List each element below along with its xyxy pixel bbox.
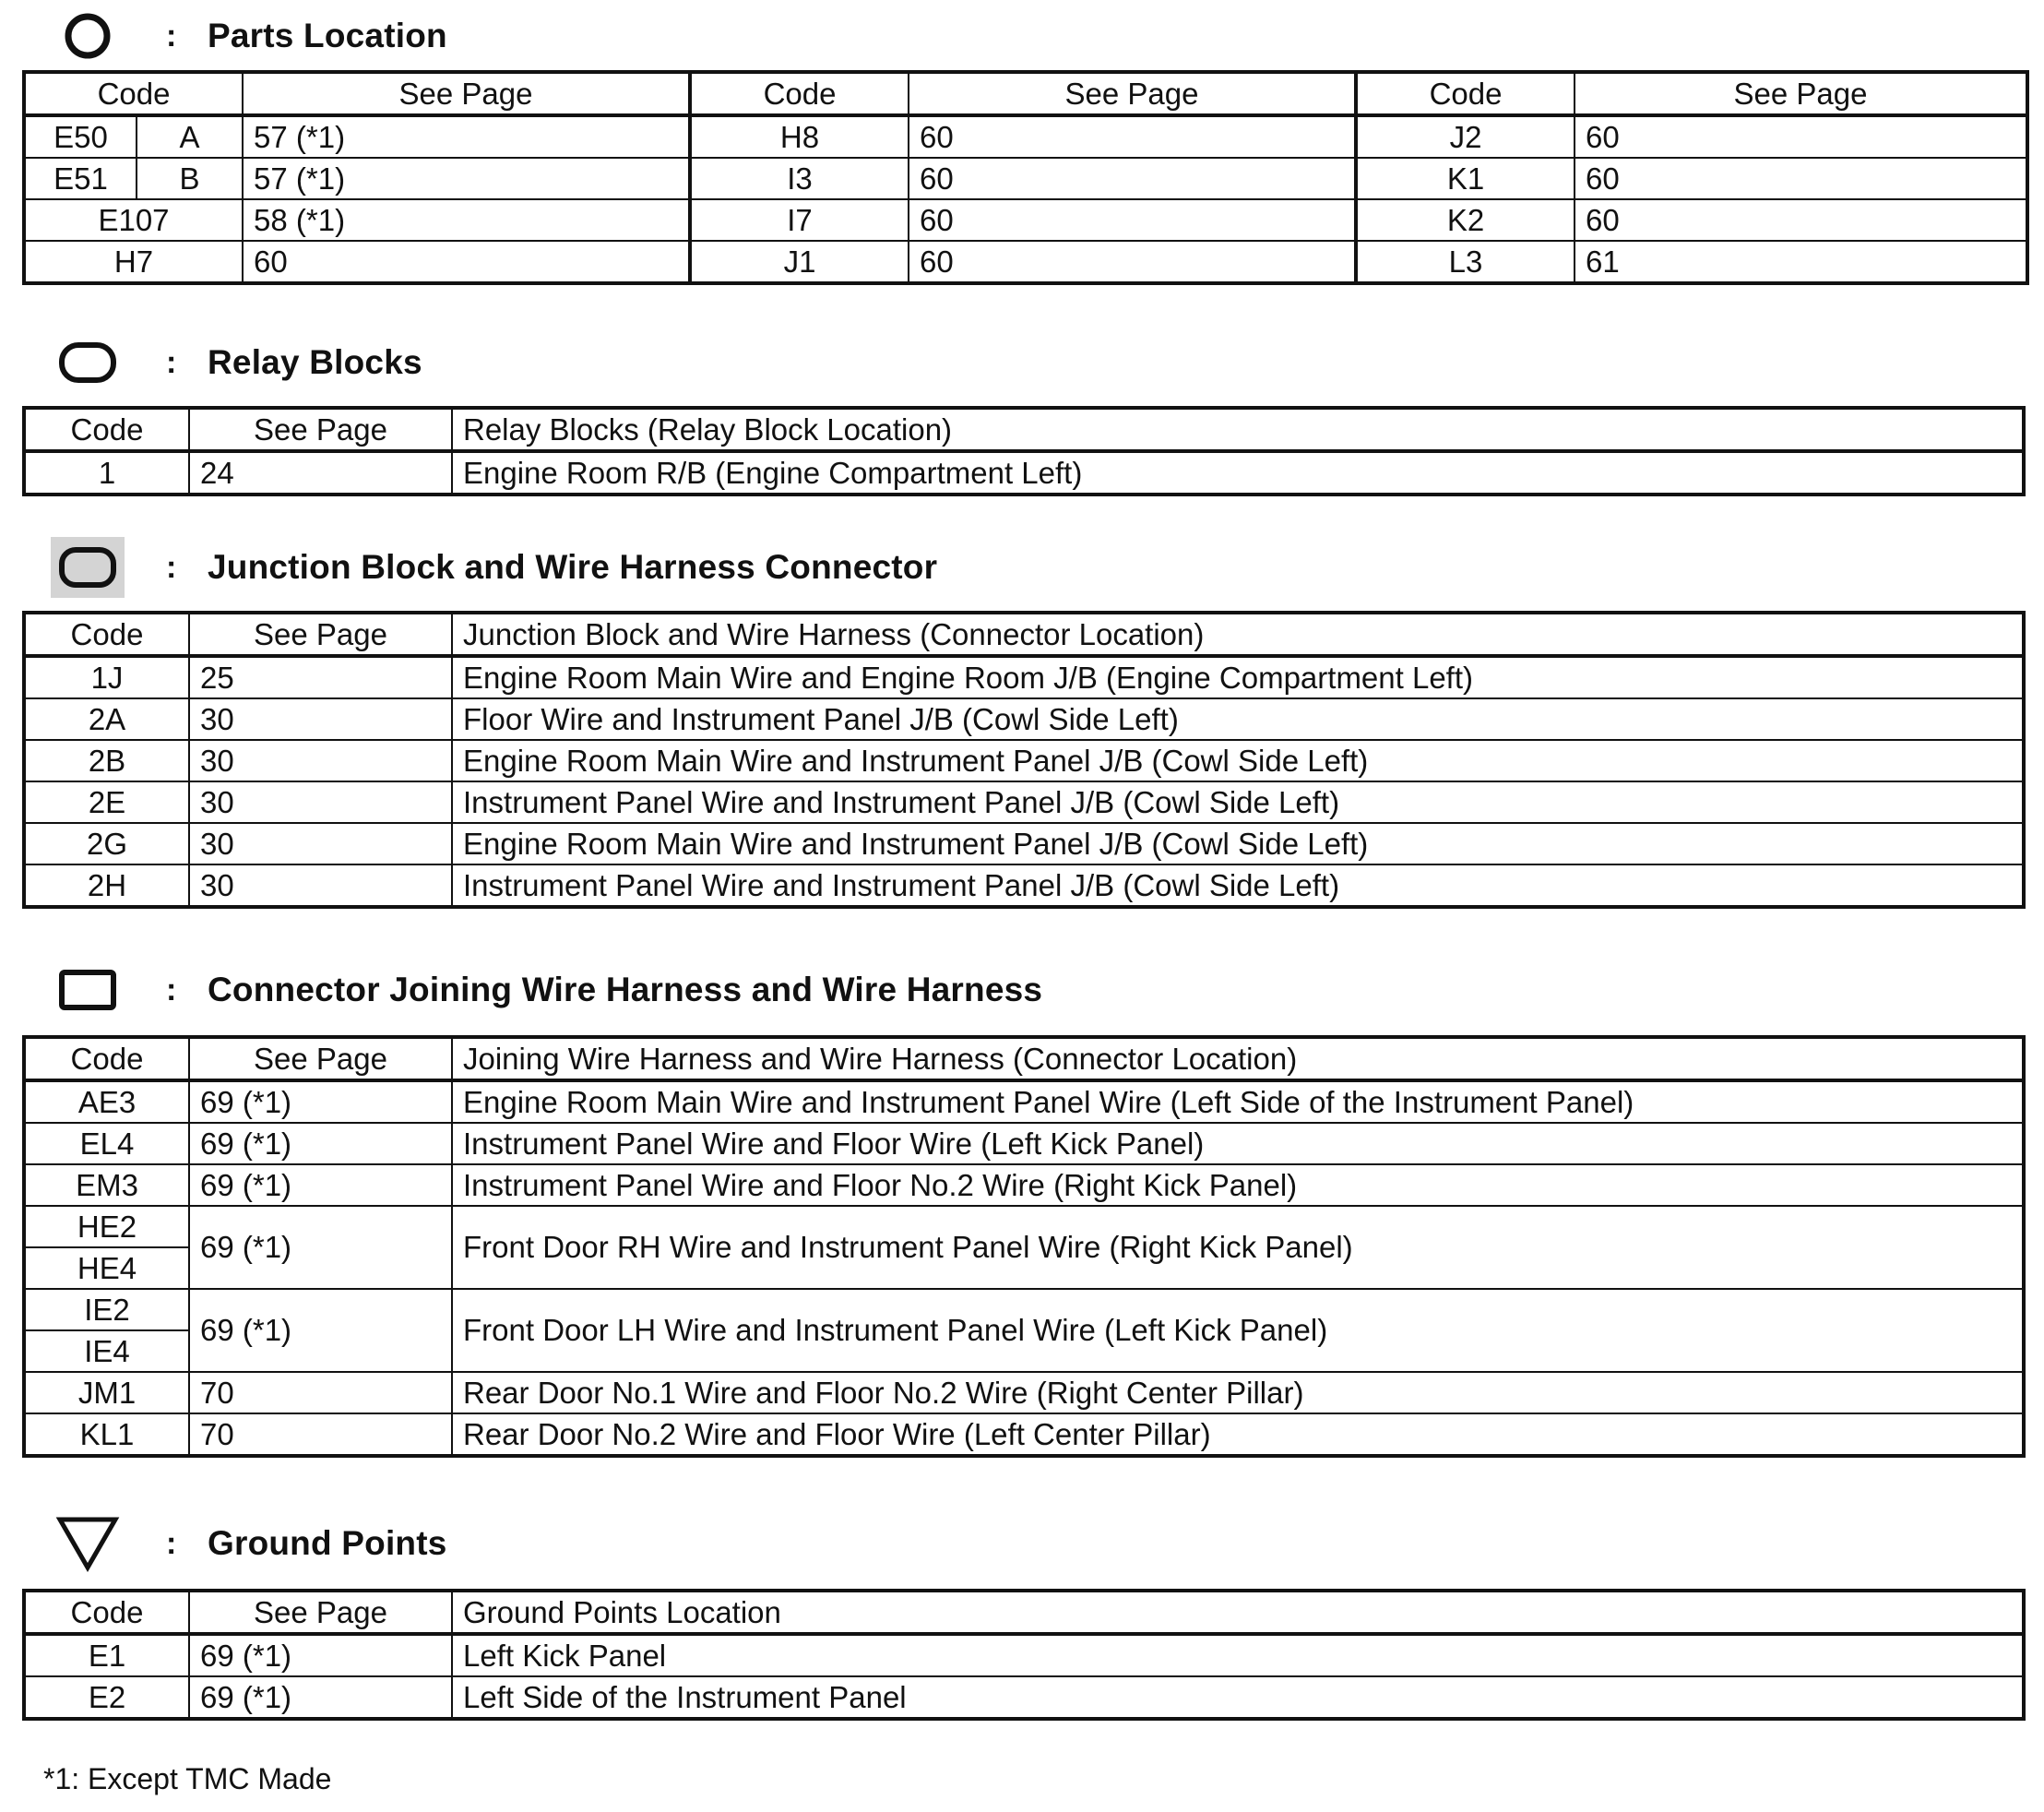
column-header-code: Code	[24, 408, 189, 451]
footnote: *1: Except TMC Made	[43, 1762, 332, 1795]
ground-points-heading	[51, 1511, 447, 1576]
code-cell: 2B	[24, 740, 189, 781]
table-row	[24, 698, 2024, 740]
shaded-rounded-rect-icon	[51, 537, 125, 598]
section-title: Ground Points	[208, 1524, 447, 1562]
page-cell: 60	[1575, 158, 2027, 199]
page-cell: 60	[1575, 199, 2027, 241]
page-cell: 69 (*1)	[189, 1206, 452, 1289]
page-cell: 69 (*1)	[189, 1164, 452, 1206]
description-cell: Instrument Panel Wire and Floor Wire (Left Kick Panel)	[452, 1123, 2024, 1164]
page-cell: 69 (*1)	[189, 1676, 452, 1719]
junction-block-table	[22, 611, 2026, 909]
table-row	[24, 115, 2027, 158]
description-cell: Engine Room Main Wire and Engine Room J/B (Engine Compartment Left)	[452, 656, 2024, 698]
column-header-see-page: See Page	[1575, 72, 2027, 115]
triangle-down-icon	[51, 1513, 125, 1574]
code-cell: E51	[24, 158, 137, 199]
page-cell: 25	[189, 656, 452, 698]
table-row	[24, 656, 2024, 698]
code-cell: H8	[690, 115, 909, 158]
page-cell: 58 (*1)	[243, 199, 690, 241]
table-row	[24, 1080, 2024, 1123]
code-cell: 2E	[24, 781, 189, 823]
circle-icon	[51, 6, 125, 66]
column-header-see-page: See Page	[243, 72, 690, 115]
page-cell: 61	[1575, 241, 2027, 283]
table-row	[24, 1372, 2024, 1413]
page-cell: 60	[1575, 115, 2027, 158]
page-cell: 69 (*1)	[189, 1289, 452, 1372]
page-cell: 69 (*1)	[189, 1080, 452, 1123]
code-cell: 2A	[24, 698, 189, 740]
table-header-row	[24, 1591, 2024, 1634]
page-cell: 70	[189, 1413, 452, 1456]
section-title: Connector Joining Wire Harness and Wire Harness	[208, 971, 1043, 1008]
sub-code-cell: A	[137, 115, 243, 158]
table-row	[24, 1289, 2024, 1330]
page-cell: 30	[189, 823, 452, 864]
column-header-see-page: See Page	[189, 408, 452, 451]
description-cell: Instrument Panel Wire and Instrument Panel J/B (Cowl Side Left)	[452, 864, 2024, 907]
code-cell: 2H	[24, 864, 189, 907]
code-cell: 1	[24, 451, 189, 495]
code-cell: I7	[690, 199, 909, 241]
rectangle-icon	[51, 960, 125, 1020]
table-row	[24, 1676, 2024, 1719]
column-header-code: Code	[24, 613, 189, 656]
table-row	[24, 823, 2024, 864]
table-row	[24, 199, 2027, 241]
page-cell: 70	[189, 1372, 452, 1413]
table-row	[24, 1634, 2024, 1676]
table-header-row	[24, 1037, 2024, 1080]
code-cell: EM3	[24, 1164, 189, 1206]
column-header-code: Code	[24, 1037, 189, 1080]
heading-colon: :	[166, 549, 177, 585]
code-cell: J1	[690, 241, 909, 283]
code-cell: E2	[24, 1676, 189, 1719]
relay-blocks-table	[22, 406, 2026, 496]
relay-blocks-heading	[51, 330, 422, 395]
column-header-see-page: See Page	[189, 613, 452, 656]
description-cell: Front Door LH Wire and Instrument Panel Wire (Left Kick Panel)	[452, 1289, 2024, 1372]
table-row	[24, 740, 2024, 781]
page-cell: 60	[909, 158, 1356, 199]
parts-location-table	[22, 70, 2029, 285]
page-cell: 30	[189, 864, 452, 907]
code-cell: I3	[690, 158, 909, 199]
description-cell: Engine Room Main Wire and Instrument Panel J/B (Cowl Side Left)	[452, 823, 2024, 864]
description-cell: Instrument Panel Wire and Instrument Panel J/B (Cowl Side Left)	[452, 781, 2024, 823]
page-cell: 69 (*1)	[189, 1123, 452, 1164]
code-cell: HE2	[24, 1206, 189, 1247]
table-row	[24, 864, 2024, 907]
table-header-row	[24, 72, 2027, 115]
column-header-code: Code	[690, 72, 909, 115]
code-cell: E1	[24, 1634, 189, 1676]
page-cell: 60	[909, 115, 1356, 158]
code-cell: EL4	[24, 1123, 189, 1164]
table-header-row	[24, 408, 2024, 451]
section-title: Relay Blocks	[208, 343, 422, 381]
table-row	[24, 241, 2027, 283]
table-header-row	[24, 613, 2024, 656]
description-cell: Left Side of the Instrument Panel	[452, 1676, 2024, 1719]
code-cell: AE3	[24, 1080, 189, 1123]
table-row	[24, 1123, 2024, 1164]
table-row	[24, 781, 2024, 823]
column-header-see-page: See Page	[189, 1037, 452, 1080]
page-cell: 69 (*1)	[189, 1634, 452, 1676]
description-cell: Rear Door No.1 Wire and Floor No.2 Wire (Right Center Pillar)	[452, 1372, 2024, 1413]
description-cell: Engine Room R/B (Engine Compartment Left)	[452, 451, 2024, 495]
page-cell: 57 (*1)	[243, 158, 690, 199]
description-cell: Engine Room Main Wire and Instrument Panel Wire (Left Side of the Instrument Panel)	[452, 1080, 2024, 1123]
code-cell: 1J	[24, 656, 189, 698]
column-header-see-page: See Page	[189, 1591, 452, 1634]
code-cell: L3	[1356, 241, 1575, 283]
description-cell: Front Door RH Wire and Instrument Panel Wire (Right Kick Panel)	[452, 1206, 2024, 1289]
joining-connector-heading	[51, 958, 1042, 1022]
table-row	[24, 1413, 2024, 1456]
column-header-code: Code	[1356, 72, 1575, 115]
heading-colon: :	[166, 18, 177, 54]
table-row	[24, 1206, 2024, 1247]
section-title: Parts Location	[208, 17, 447, 54]
code-cell: J2	[1356, 115, 1575, 158]
table-row	[24, 1164, 2024, 1206]
page-cell: 30	[189, 781, 452, 823]
description-cell: Engine Room Main Wire and Instrument Panel J/B (Cowl Side Left)	[452, 740, 2024, 781]
code-cell: K1	[1356, 158, 1575, 199]
column-header-location: Relay Blocks (Relay Block Location)	[452, 408, 2024, 451]
code-cell: 2G	[24, 823, 189, 864]
column-header-location: Ground Points Location	[452, 1591, 2024, 1634]
table-row	[24, 158, 2027, 199]
heading-colon: :	[166, 972, 177, 1007]
code-cell: HE4	[24, 1247, 189, 1289]
description-cell: Instrument Panel Wire and Floor No.2 Wire (Right Kick Panel)	[452, 1164, 2024, 1206]
code-cell: JM1	[24, 1372, 189, 1413]
junction-block-heading	[51, 535, 937, 600]
description-cell: Floor Wire and Instrument Panel J/B (Cowl Side Left)	[452, 698, 2024, 740]
joining-connector-table	[22, 1035, 2026, 1458]
page-cell: 60	[909, 241, 1356, 283]
code-cell: K2	[1356, 199, 1575, 241]
code-cell: KL1	[24, 1413, 189, 1456]
column-header-location: Joining Wire Harness and Wire Harness (Connector Location)	[452, 1037, 2024, 1080]
page-cell: 24	[189, 451, 452, 495]
description-cell: Left Kick Panel	[452, 1634, 2024, 1676]
code-cell: IE2	[24, 1289, 189, 1330]
ground-points-table	[22, 1589, 2026, 1721]
code-cell: H7	[24, 241, 243, 283]
column-header-see-page: See Page	[909, 72, 1356, 115]
description-cell: Rear Door No.2 Wire and Floor Wire (Left Center Pillar)	[452, 1413, 2024, 1456]
column-header-code: Code	[24, 72, 243, 115]
code-cell: IE4	[24, 1330, 189, 1372]
code-cell: E50	[24, 115, 137, 158]
column-header-code: Code	[24, 1591, 189, 1634]
section-title: Junction Block and Wire Harness Connector	[208, 548, 938, 586]
sub-code-cell: B	[137, 158, 243, 199]
heading-colon: :	[166, 1525, 177, 1561]
page-cell: 57 (*1)	[243, 115, 690, 158]
table-row	[24, 451, 2024, 495]
code-cell: E107	[24, 199, 243, 241]
column-header-location: Junction Block and Wire Harness (Connector Location)	[452, 613, 2024, 656]
rounded-rect-icon	[51, 332, 125, 393]
page-cell: 30	[189, 740, 452, 781]
heading-colon: :	[166, 344, 177, 380]
page-cell: 60	[243, 241, 690, 283]
parts-location-heading	[51, 4, 447, 68]
page-cell: 60	[909, 199, 1356, 241]
page-cell: 30	[189, 698, 452, 740]
